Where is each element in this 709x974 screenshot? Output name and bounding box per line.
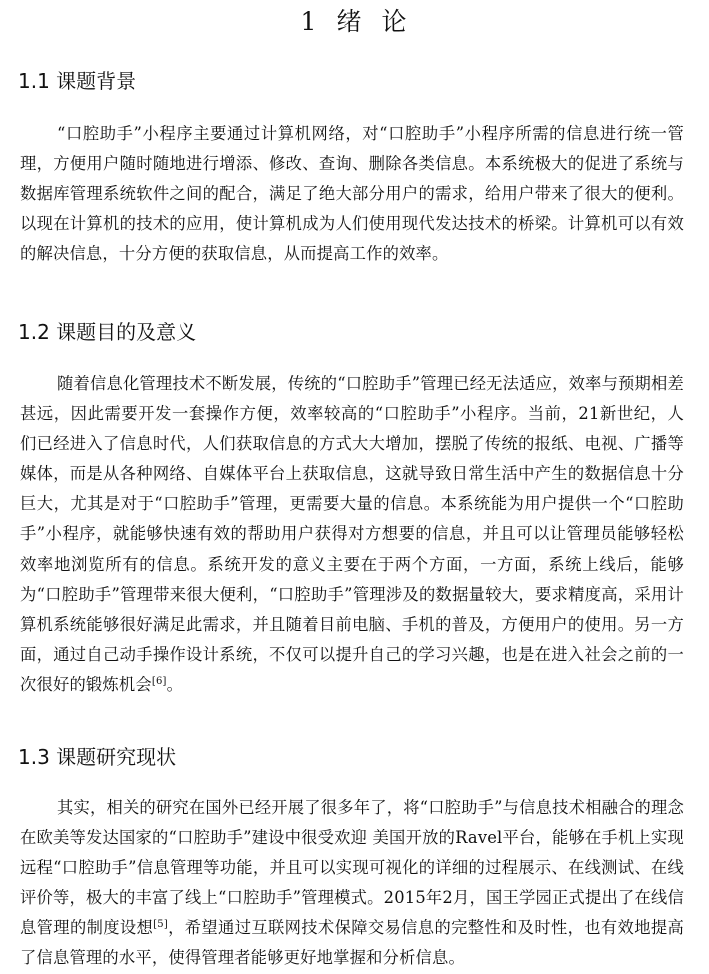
section-heading-1-3: 1.3 课题研究现状 xyxy=(18,745,177,769)
section-1-3-paragraph xyxy=(20,793,684,974)
chapter-number: 1 xyxy=(300,7,319,36)
section-1-1-text: “口腔助手”小程序主要通过计算机网络，对“口腔助手”小程序所需的信息进行统一管理，方便用户随时随地进行增添、修改、查询、删除各类信息。本系统极大的促进了系统与数据库管理系统软件之间的配合，满足了绝大部分用户的需求，给用户带来了很大的便利。以现在计算机的技术的应用，使计算机成为人们使用现代发达技术的桥梁。计算机可以有效的解决信息，十分方便的获取信息，从而提高工作的效率。 xyxy=(20,124,684,264)
section-1-2-tail: 。 xyxy=(166,674,184,694)
section-heading-1-2: 1.2 课题目的及意义 xyxy=(18,320,197,344)
section-1-1-paragraph xyxy=(20,119,684,269)
chapter-title xyxy=(0,4,709,40)
section-1-3-text: 其实，相关的研究在国外已经开展了很多年了，将“口腔助手”与信息技术相融合的理念在欧美等发达国家的“口腔助手”建设中很受欢迎 美国开放的Ravel平台，能够在手机上实现远程“口腔助手”信息管理等功能，并且可以实现可视化的详细的过程展示、在线测试、在线评价等，极大的丰富了线上“口腔助手”管理模式。2015年2月，国王学园正式提出了在线信息管理的制度设想 xyxy=(20,798,684,938)
chapter-title-part1: 绪 xyxy=(336,7,364,36)
citation-5: [5] xyxy=(153,919,168,931)
citation-6: [6] xyxy=(151,675,167,687)
section-1-3-tail: ，希望通过互联网技术保障交易信息的完整性和及时性，也有效地提高了信息管理的水平，使得管理者能够更好地掌握和分析信息。 xyxy=(20,918,684,968)
chapter-title-part2: 论 xyxy=(381,7,409,36)
section-heading-1-1: 1.1 课题背景 xyxy=(18,69,137,93)
section-1-2-paragraph xyxy=(20,369,684,700)
section-1-2-text: 随着信息化管理技术不断发展，传统的“口腔助手”管理已经无法适应，效率与预期相差甚远，因此需要开发一套操作方便，效率较高的“口腔助手”小程序。当前，21新世纪，人们已经进入了信息时代，人们获取信息的方式大大增加，摆脱了传统的报纸、电视、广播等媒体，而是从各种网络、自媒体平台上获取信息，这就导致日常生活中产生的数据信息十分巨大，尤其是对于“口腔助手”管理，更需要大量的信息。本系统能为用户提供一个“口腔助手”小程序，就能够快速有效的帮助用户获得对方想要的信息，并且可以让管理员能够轻松效率地浏览所有的信息。系统开发的意义主要在于两个方面，一方面，系统上线后，能够为“口腔助手”管理带来很大便利，“口腔助手”管理涉及的数据量较大，要求精度高，采用计算机系统能够很好满足此需求，并且随着目前电脑、手机的普及，方便用户的使用。另一方面，通过自己动手操作设计系统，不仅可以提升自己的学习兴趣，也是在进入社会之前的一次很好的锻炼机会 xyxy=(20,374,684,694)
